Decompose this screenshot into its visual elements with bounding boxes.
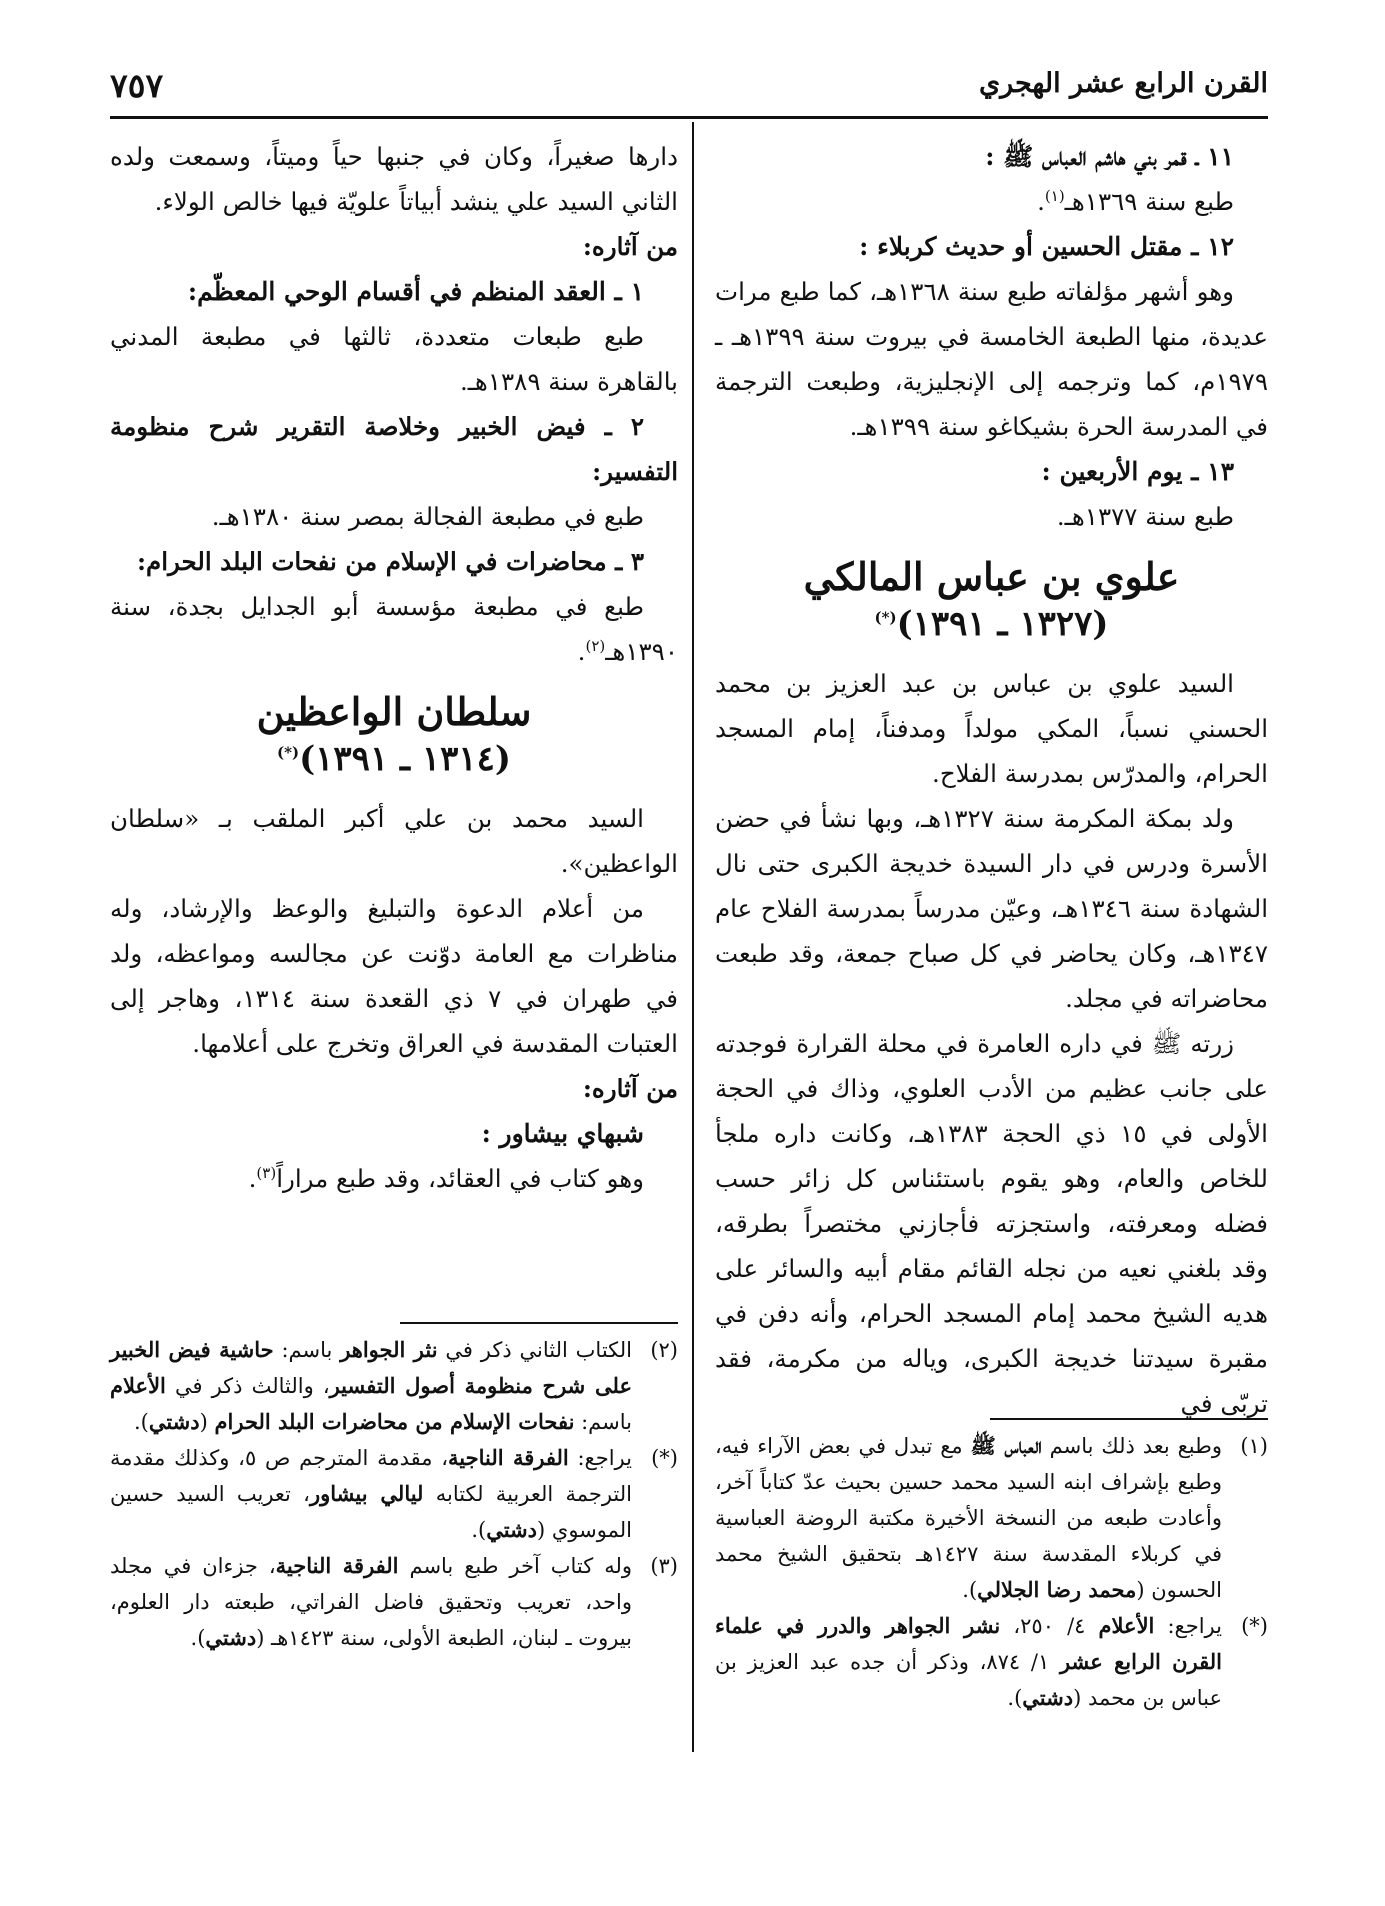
work-3-title: ٣ ـ محاضرات في الإسلام من نفحات البلد الحرام:	[137, 547, 644, 576]
footnote-bold-segment: حاشية فيض الخبير على شرح منظومة أصول التفسير	[110, 1337, 632, 1398]
footnote-segment: ).	[1007, 1686, 1023, 1710]
footnote-text	[110, 1548, 632, 1656]
footnote-bold-segment: دشتي	[205, 1625, 257, 1650]
footnote-segment: الكتاب الثاني ذكر في	[437, 1338, 632, 1362]
work-4-title: شبهاي بيشاور :	[481, 1119, 644, 1148]
footnote-bold-segment: نثر الجواهر	[340, 1337, 438, 1362]
footnote-bold-segment: دشتي	[1022, 1685, 1074, 1710]
works-heading: من آثاره:	[582, 232, 678, 261]
entry-12-body: وهو أشهر مؤلفاته طبع سنة ١٣٦٨هـ، كما طبع مرات عديدة، منها الطبعة الخامسة في بيروت سنة ١٣٩٩هـ ـ ١٩٧٩م، كما وترجمه إلى الإنجليزية، وطبعت الترجمة في المدرسة الحرة بشيكاغو سنة ١٣٩٩هـ.	[715, 277, 1268, 441]
entry-11-tail: .	[1037, 187, 1045, 216]
footnote-mark: (٢)	[650, 1338, 678, 1362]
work-3-body	[110, 584, 678, 674]
footnote-text	[110, 1440, 632, 1548]
footnote-bold-segment: نفحات الإسلام من محاضرات البلد الحرام	[214, 1409, 575, 1434]
footnote-rule-right	[990, 1418, 1268, 1420]
footnote	[110, 1332, 678, 1440]
entry-11-text: طبع سنة ١٣٦٩هـ	[1064, 187, 1234, 216]
work-2-title: ٢ ـ فيض الخبير وخلاصة التقرير شرح منظومة التفسير:	[110, 412, 678, 486]
page-number: ٧٥٧	[110, 66, 164, 105]
footnote-bold-segment: الأعلام	[1098, 1613, 1155, 1638]
footnote-segment: (	[199, 1410, 215, 1434]
footnote-segment: يراجع:	[1154, 1614, 1222, 1638]
work-1-body: طبع طبعات متعددة، ثالثها في مطبعة المدني بالقاهرة سنة ١٣٨٩هـ.	[110, 322, 678, 396]
bio-dates-text-sultan: (١٣١٤ ـ ١٣٩١)	[299, 739, 511, 779]
footnote	[110, 1440, 678, 1548]
footnote-text	[715, 1428, 1222, 1608]
footnote-ref-3: (٣)	[256, 1163, 277, 1182]
footnote-segment: ، جزءان في مجلد واحد، تعريب وتحقيق فاضل الفراتي، طبعته دار العلوم، بيروت ـ لبنان، الطبعة الأولى، سنة ١٤٢٣هـ (	[110, 1554, 632, 1650]
left-column	[110, 134, 678, 1201]
footnote-ref-star-left: (*)	[277, 743, 300, 762]
work-4-text: وهو كتاب في العقائد، وقد طبع مراراً	[276, 1164, 644, 1193]
footnote-segment: ).	[133, 1410, 149, 1434]
bio-dates-text: (١٣٢٧ ـ ١٣٩١)	[896, 604, 1109, 644]
footnote	[715, 1428, 1268, 1608]
footnote-bold-segment: ليالي بيشاور	[309, 1481, 424, 1506]
work-2-body: طبع في مطبعة الفجالة بمصر سنة ١٣٨٠هـ.	[211, 502, 644, 531]
footnote-mark: (*)	[1241, 1614, 1268, 1638]
footnote-text	[110, 1332, 632, 1440]
footnote-bold-segment: العباس ﷺ	[970, 1433, 1042, 1458]
work-1-title: ١ ـ العقد المنظم في أقسام الوحي المعظّم:	[187, 277, 644, 306]
footnote	[715, 1608, 1268, 1716]
column-divider	[692, 122, 694, 1752]
entry-12-title: ١٢ ـ مقتل الحسين أو حديث كربلاء :	[859, 232, 1234, 261]
sultan-paragraph-2: من أعلام الدعوة والتبليغ والوعظ والإرشاد، وله مناظرات مع العامة دوّنت عن مجالسه ومواعظه، ولد في طهران في ٧ ذي القعدة سنة ١٣١٤، وهاجر إلى العتبات المقدسة في العراق وتخرج على أعلامها.	[110, 894, 678, 1058]
bio-dates-sultan	[110, 736, 678, 782]
bio-dates-alawi	[715, 601, 1268, 647]
footnote-segment: باسم:	[273, 1338, 341, 1362]
footnote-segment: وله كتاب آخر طبع باسم	[398, 1554, 632, 1578]
footnote-ref-1: (١)	[1044, 186, 1065, 205]
footnote-segment: ، مقدمة المترجم ص ٥، وكذلك مقدمة الترجمة العربية لكتابه	[110, 1446, 632, 1506]
footnote-segment: وطبع بعد ذلك باسم	[1041, 1434, 1222, 1458]
entry-13-body: طبع سنة ١٣٧٧هـ.	[1056, 502, 1234, 531]
footnote-ref-2: (٢)	[585, 636, 606, 655]
footnote-segment: ، تعريب السيد حسين الموسوي (	[110, 1482, 632, 1542]
footnote-segment: ٤/ ٢٥٠،	[1000, 1614, 1099, 1638]
right-column	[715, 134, 1268, 1426]
footnote-bold-segment: الأعلام	[110, 1373, 166, 1398]
entry-13-title: ١٣ ـ يوم الأربعين :	[1041, 457, 1234, 486]
sultan-paragraph-1: السيد محمد بن علي أكبر الملقب بـ «سلطان الواعظين».	[110, 804, 678, 878]
header-rule	[110, 116, 1268, 119]
footnotes-left	[110, 1332, 678, 1656]
footnote-segment: ).	[962, 1578, 978, 1602]
footnote-segment: مع تبدل في بعض الآراء فيه، وطبع بإشراف ابنه السيد محمد حسين بحيث عدّ كتاباً آخر، وأعادت طبعه من النسخة الأخيرة مكتبة الروضة العباسية في كربلاء المقدسة سنة ١٤٢٧هـ بتحقيق الشيخ محمد الحسون (	[715, 1434, 1222, 1602]
footnote-segment: ).	[471, 1518, 487, 1542]
bio-paragraph-3: زرته ﷺ في داره العامرة في محلة القرارة فوجدته على جانب عظيم من الأدب العلوي، وذاك في الحجة الأولى في ١٥ ذي الحجة ١٣٨٣هـ، وكانت داره ملجأ للخاص والعام، وهو يقوم باستئناس كل زائر حسب فضله ومعرفته، واستجزته فأجازني مختصراً بطرقه، وقد بلغني نعيه من نجله القائم مقام أبيه والسائر على هديه الشيخ محمد إمام المسجد الحرام، وأنه دفن في مقبرة سيدتنا خديجة الكبرى، وياله من مكرمة، فقد تربّى في	[715, 1029, 1268, 1418]
footnote-rule-left	[400, 1322, 678, 1324]
footnote-text	[715, 1608, 1222, 1716]
footnote	[110, 1548, 678, 1656]
entry-11-body	[715, 179, 1268, 224]
footnote-bold-segment: دشتي	[486, 1517, 538, 1542]
footnote-segment: باسم:	[574, 1410, 632, 1434]
footnote-bold-segment: محمد رضا الجلالي	[977, 1577, 1137, 1602]
footnote-ref-star: (*)	[874, 608, 897, 627]
bio-name-sultan: سلطان الواعظين	[256, 689, 532, 734]
running-title: القرن الرابع عشر الهجري	[978, 68, 1268, 99]
footnote-mark: (*)	[651, 1446, 678, 1470]
footnotes-right	[715, 1428, 1268, 1716]
entry-11-title: ١١ ـ قمر بني هاشم العباس ﷺ :	[985, 142, 1234, 171]
footnote-mark: (١)	[1240, 1434, 1268, 1458]
bio-paragraph-2: ولد بمكة المكرمة سنة ١٣٢٧هـ، وبها نشأ في حضن الأسرة ودرس في دار السيدة خديجة الكبرى حتى نال الشهادة سنة ١٣٤٦هـ، وعيّن مدرساً بمدرسة الفلاح عام ١٣٤٧هـ، وكان يحاضر في كل صباح جمعة، وقد طبعت محاضراته في مجلد.	[715, 804, 1269, 1013]
footnote-bold-segment: دشتي	[148, 1409, 200, 1434]
works-heading-2: من آثاره:	[582, 1074, 678, 1103]
footnote-segment: ، والثالث ذكر في	[165, 1374, 330, 1398]
footnote-segment: ).	[190, 1626, 206, 1650]
page-header	[110, 66, 1268, 112]
bio-paragraph-1: السيد علوي بن عباس بن عبد العزيز بن محمد الحسني نسباً، المكي مولداً ومدفناً، إمام المسجد الحرام، والمدرّس بمدرسة الفلاح.	[715, 669, 1268, 788]
work-3-tail: .	[577, 637, 586, 666]
footnote-mark: (٣)	[650, 1554, 678, 1578]
work-4-body	[110, 1156, 678, 1201]
footnote-segment: ١/ ٨٧٤، وذكر أن جده عبد العزيز بن عباس بن محمد (	[715, 1650, 1222, 1710]
bio-name-alawi: علوي بن عباس المالكي	[803, 554, 1180, 599]
work-4-tail: .	[248, 1164, 257, 1193]
footnote-segment: يراجع:	[568, 1446, 632, 1470]
bio-paragraph-continued: دارها صغيراً، وكان في جنبها حياً وميتاً، وسمعت ولده الثاني السيد علي ينشد أبياتاً علويّة فيها خالص الولاء.	[110, 142, 678, 216]
footnote-bold-segment: نشر الجواهر والدرر في علماء القرن الرابع عشر	[715, 1613, 1222, 1674]
footnote-bold-segment: الفرقة الناجية	[275, 1553, 399, 1578]
footnote-bold-segment: الفرقة الناجية	[448, 1445, 569, 1470]
work-3-text: طبع في مطبعة مؤسسة أبو الجدايل بجدة، سنة ١٣٩٠هـ	[110, 592, 678, 666]
